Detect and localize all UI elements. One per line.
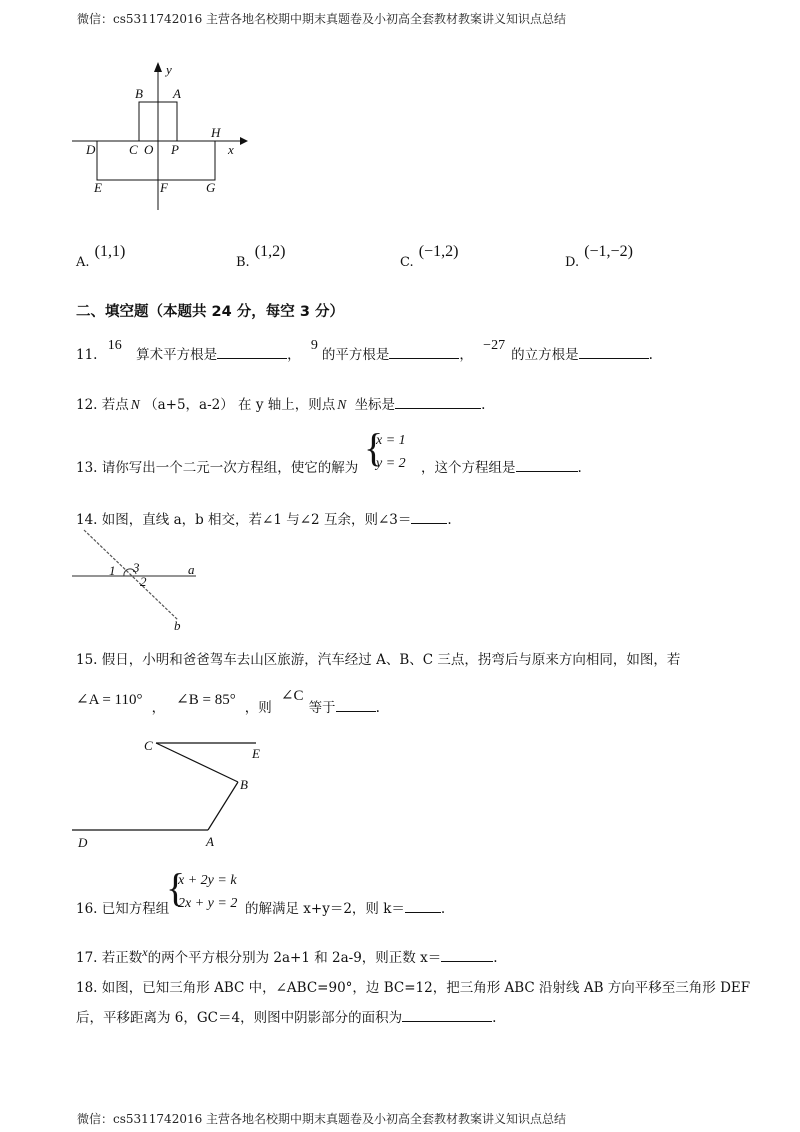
option-b-value: (1,2)	[254, 243, 286, 260]
q15-then: ，则	[244, 700, 272, 716]
label-A: A	[173, 86, 181, 101]
q15-label-d: D	[78, 835, 88, 850]
question-18-line2	[76, 1006, 496, 1026]
q12-point-n2: N	[337, 397, 347, 412]
q14-number: 14.	[76, 512, 98, 528]
q15-angle-a: ∠A = 110°	[76, 692, 143, 708]
q13-end: .	[577, 460, 582, 476]
q17-x: x	[142, 945, 148, 959]
question-13	[76, 456, 358, 476]
q16-eq2: 2x + y = 2	[178, 896, 238, 911]
q12-text2: （a+5，a-2） 在 y 轴上，则点	[144, 397, 336, 413]
option-a-value: (1,1)	[94, 243, 126, 260]
q11-value-16: 16	[107, 338, 122, 353]
question-18-line1	[76, 976, 750, 996]
q14-label-a: a	[188, 562, 195, 577]
label-G: G	[206, 180, 216, 195]
q13-number: 13.	[76, 460, 98, 476]
q16-text2: 的解满足 x+y＝2，则 k＝	[245, 901, 405, 917]
question-11	[76, 338, 653, 364]
q16-text1: 已知方程组	[101, 901, 170, 917]
q12-point-n: N	[130, 397, 140, 412]
coordinate-figure	[60, 58, 260, 218]
q15-angle-c: ∠C	[280, 688, 304, 704]
q18-blank[interactable]	[402, 1007, 492, 1022]
q11-text1: 算术平方根是	[136, 347, 218, 363]
q12-blank[interactable]	[395, 394, 481, 409]
q15-label-a: A	[206, 834, 214, 849]
option-b-letter: B.	[236, 255, 250, 270]
label-H: H	[211, 125, 221, 140]
label-y: y	[166, 62, 172, 77]
option-d-value: (−1,−2)	[584, 243, 633, 260]
q14-label-3: 3	[133, 560, 140, 575]
label-B: B	[135, 86, 143, 101]
label-F: F	[160, 180, 168, 195]
q15-angle-b: ∠B = 85°	[176, 692, 236, 708]
q17-blank[interactable]	[441, 947, 493, 962]
q15-comma: ，	[151, 700, 166, 716]
q16-tail	[245, 897, 445, 917]
page-header: 微信：cs5311742016 主营各地名校期中期末真题卷及小初高全套教材教案讲义知识点总结	[77, 12, 567, 26]
q12-text3: 坐标是	[354, 397, 396, 413]
q13-blank[interactable]	[516, 457, 578, 472]
q18-number: 18.	[76, 980, 98, 996]
q15-text2: 等于	[308, 700, 336, 716]
q11-end: .	[648, 347, 653, 363]
q15-figure	[68, 732, 268, 852]
q13-eq1: x = 1	[376, 433, 406, 448]
q13-eq2: y = 2	[376, 456, 406, 471]
q14-end: .	[447, 512, 452, 528]
q18-end: .	[492, 1010, 497, 1026]
q14-label-b: b	[174, 618, 181, 632]
q16-blank[interactable]	[405, 898, 441, 913]
option-a[interactable]	[76, 241, 126, 270]
q18-text1: 如图，已知三角形 ABC 中，∠ABC=90°，边 BC=12，把三角形 ABC 沿射线 AB 方向平移至三角形 DEF	[101, 980, 751, 996]
q15-text: 假日，小明和爸爸驾车去山区旅游，汽车经过 A、B、C 三点，拐弯后与原来方向相同，如图，若	[101, 652, 681, 668]
q16-brace: {	[166, 865, 186, 910]
q14-blank[interactable]	[411, 509, 447, 524]
q15-number: 15.	[76, 652, 98, 668]
q15-label-b: B	[240, 777, 248, 792]
label-x: x	[228, 142, 234, 157]
question-16	[76, 897, 169, 917]
q12-end: .	[481, 397, 486, 413]
q18-text2: 后，平移距离为 6，GC＝4，则图中阴影部分的面积为	[76, 1010, 403, 1026]
q12-text1: 若点	[101, 397, 129, 413]
q16-number: 16.	[76, 901, 98, 917]
q17-text1: 若正数	[101, 950, 143, 966]
q14-label-1: 1	[109, 563, 116, 578]
q13-text2: ，这个方程组是	[421, 460, 516, 476]
question-12	[76, 393, 485, 413]
option-a-letter: A.	[76, 255, 90, 270]
option-c-value: (−1,2)	[418, 243, 459, 260]
question-15-line1	[76, 648, 680, 668]
q17-number: 17.	[76, 950, 98, 966]
option-d[interactable]	[565, 241, 633, 270]
q17-text2: 的两个平方根分别为 2a+1 和 2a-9，则正数 x＝	[147, 950, 442, 966]
question-14	[76, 508, 452, 528]
option-c-letter: C.	[400, 255, 414, 270]
q14-text: 如图，直线 a，b 相交，若∠1 与∠2 互余，则∠3＝	[101, 512, 412, 528]
label-C: C	[129, 142, 138, 157]
q11-blank1[interactable]	[217, 344, 287, 359]
q13-tail	[421, 456, 582, 476]
q16-end: .	[440, 901, 446, 917]
q11-value-neg27: −27	[483, 338, 506, 353]
q11-text3: 的立方根是	[511, 347, 579, 363]
q12-number: 12.	[76, 397, 98, 413]
q16-eq1: x + 2y = k	[178, 873, 237, 888]
q11-sep1: ，	[287, 347, 301, 363]
q11-sep2: ，	[459, 347, 473, 363]
q13-brace: {	[364, 425, 384, 470]
question-15-line2	[76, 688, 380, 716]
q14-label-2: 2	[140, 574, 147, 589]
q17-end: .	[493, 950, 498, 966]
label-E: E	[94, 180, 102, 195]
q11-blank2[interactable]	[389, 344, 459, 359]
label-O: O	[144, 142, 154, 157]
q11-blank3[interactable]	[579, 344, 649, 359]
q15-label-e: E	[252, 746, 260, 761]
option-d-letter: D.	[565, 255, 580, 270]
label-D: D	[86, 142, 96, 157]
q14-figure	[68, 528, 208, 632]
q13-text1: 请你写出一个二元一次方程组，使它的解为	[101, 460, 359, 476]
q15-blank[interactable]	[336, 697, 376, 712]
q11-value-9: 9	[310, 338, 318, 353]
q11-text2: 的平方根是	[321, 347, 390, 363]
page-footer: 微信：cs5311742016 主营各地名校期中期末真题卷及小初高全套教材教案讲义知识点总结	[77, 1112, 567, 1126]
section-title: 二、填空题（本题共 24 分，每空 3 分）	[76, 304, 344, 320]
option-b[interactable]	[236, 241, 286, 270]
label-P: P	[171, 142, 179, 157]
option-c[interactable]	[400, 241, 459, 270]
q15-label-c: C	[144, 738, 153, 753]
question-17	[76, 946, 498, 966]
q11-number: 11.	[76, 347, 98, 363]
q15-end: .	[375, 700, 380, 716]
